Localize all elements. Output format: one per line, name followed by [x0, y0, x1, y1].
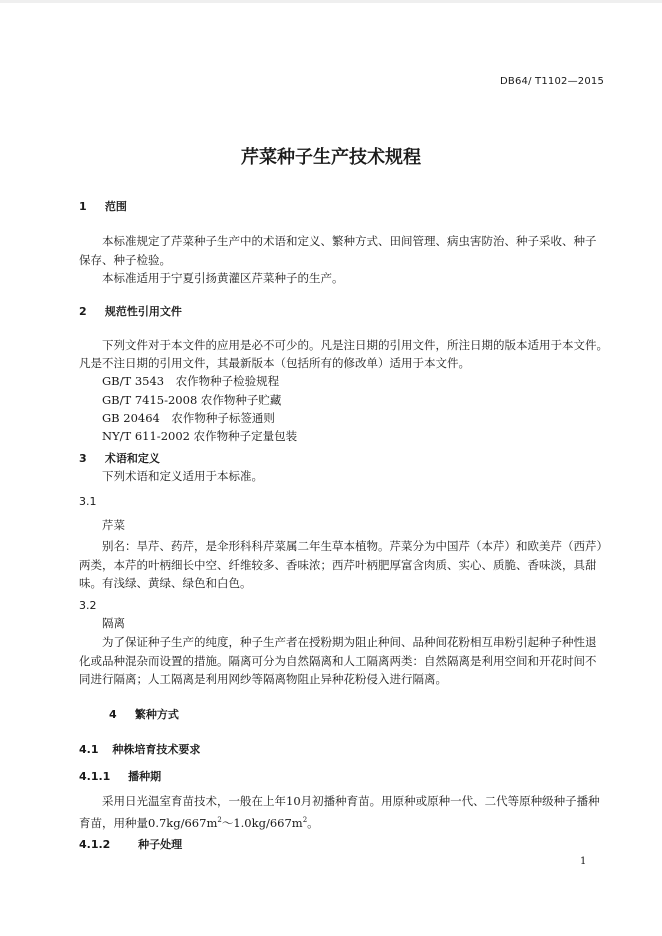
paragraph-line: 味。有浅绿、黄绿、绿色和白色。: [79, 576, 252, 590]
paragraph-line: 凡是不注日期的引用文件，其最新版本（包括所有的修改单）适用于本文件。: [79, 356, 470, 370]
text-run: 。: [307, 815, 319, 830]
reference-item: GB 20464 农作物种子标签通则: [102, 411, 275, 425]
clause-number: 4.1.2: [79, 838, 111, 851]
reference-item: NY/T 611-2002 农作物种子定量包装: [102, 429, 298, 443]
text-run: ～1.0kg/667m: [221, 815, 303, 830]
section-title: 术语和定义: [104, 452, 160, 465]
reference-item: GB/T 7415-2008 农作物种子贮藏: [102, 393, 282, 407]
clause-number: 3.2: [79, 599, 97, 612]
page-number: 1: [580, 856, 587, 867]
section-title: 繁种方式: [134, 708, 179, 721]
clause-title: 种株培育技术要求: [112, 743, 201, 756]
paragraph-line: 为了保证种子生产的纯度，种子生产者在授粉期为阻止种间、品种间花粉相互串粉引起种子种性退: [102, 635, 597, 649]
paragraph-line: [79, 811, 319, 833]
section-number: 2: [79, 305, 87, 318]
paragraph-line: 下列术语和定义适用于本标准。: [102, 469, 263, 483]
paragraph-line: 本标准适用于宁夏引扬黄灌区芹菜种子的生产。: [102, 271, 344, 285]
clause-title: 播种期: [128, 770, 162, 783]
clause-4-1-heading: [79, 741, 200, 757]
section-4-heading: [109, 706, 179, 722]
clause-title: 种子处理: [138, 838, 183, 851]
section-title: 范围: [104, 200, 127, 213]
paragraph-line: 别名：旱芹、药芹，是伞形科科芹菜属二年生草本植物。芹菜分为中国芹（本芹）和欧美芹（西芹）: [102, 539, 608, 553]
reference-item: GB/T 3543 农作物种子检验规程: [102, 374, 280, 388]
clause-number: 4.1.1: [79, 770, 111, 783]
superscript: 2: [302, 816, 308, 824]
text-run: 育苗，用种量0.7kg/667m: [79, 815, 218, 830]
paragraph-line: 下列文件对于本文件的应用是必不可少的。凡是注日期的引用文件，所注日期的版本适用于本文件。: [102, 338, 608, 352]
paragraph-line: 化或品种混杂而设置的措施。隔离可分为自然隔离和人工隔离两类：自然隔离是利用空间和开花时间不: [79, 654, 597, 668]
paragraph-line: 本标准规定了芹菜种子生产中的术语和定义、繁种方式、田间管理、病虫害防治、种子采收、种子: [102, 234, 597, 248]
section-number: 1: [79, 200, 87, 213]
clause-number: 4.1: [79, 743, 99, 756]
clause-4-1-1-heading: [79, 768, 161, 784]
section-3-heading: [79, 450, 160, 466]
section-1-heading: [79, 198, 127, 214]
document-title: 芹菜种子生产技术规程: [241, 147, 421, 168]
paragraph-line: 保存、种子检验。: [79, 253, 171, 267]
section-title: 规范性引用文件: [104, 305, 182, 318]
clause-number: 3.1: [79, 495, 97, 508]
section-number: 3: [79, 452, 87, 465]
standard-code: DB64/ T1102—2015: [500, 76, 605, 87]
paragraph-line: 同进行隔离；人工隔离是利用网纱等隔离物阻止异种花粉侵入进行隔离。: [79, 672, 447, 686]
paragraph-line: 采用日光温室育苗技术，一般在上年10月初播种育苗。用原种或原种一代、二代等原种级种子播种: [102, 794, 600, 808]
paragraph-line: 两类，本芹的叶柄细长中空、纤维较多、香味浓；西芹叶柄肥厚富含肉质、实心、质脆、香味淡，具甜: [79, 558, 597, 572]
superscript: 2: [217, 816, 222, 824]
section-2-heading: [79, 303, 182, 319]
scan-edge: [0, 0, 662, 3]
term-name: 芹菜: [102, 518, 125, 532]
section-number: 4: [109, 708, 117, 721]
term-name: 隔离: [102, 616, 125, 630]
clause-4-1-2-heading: [79, 836, 182, 852]
